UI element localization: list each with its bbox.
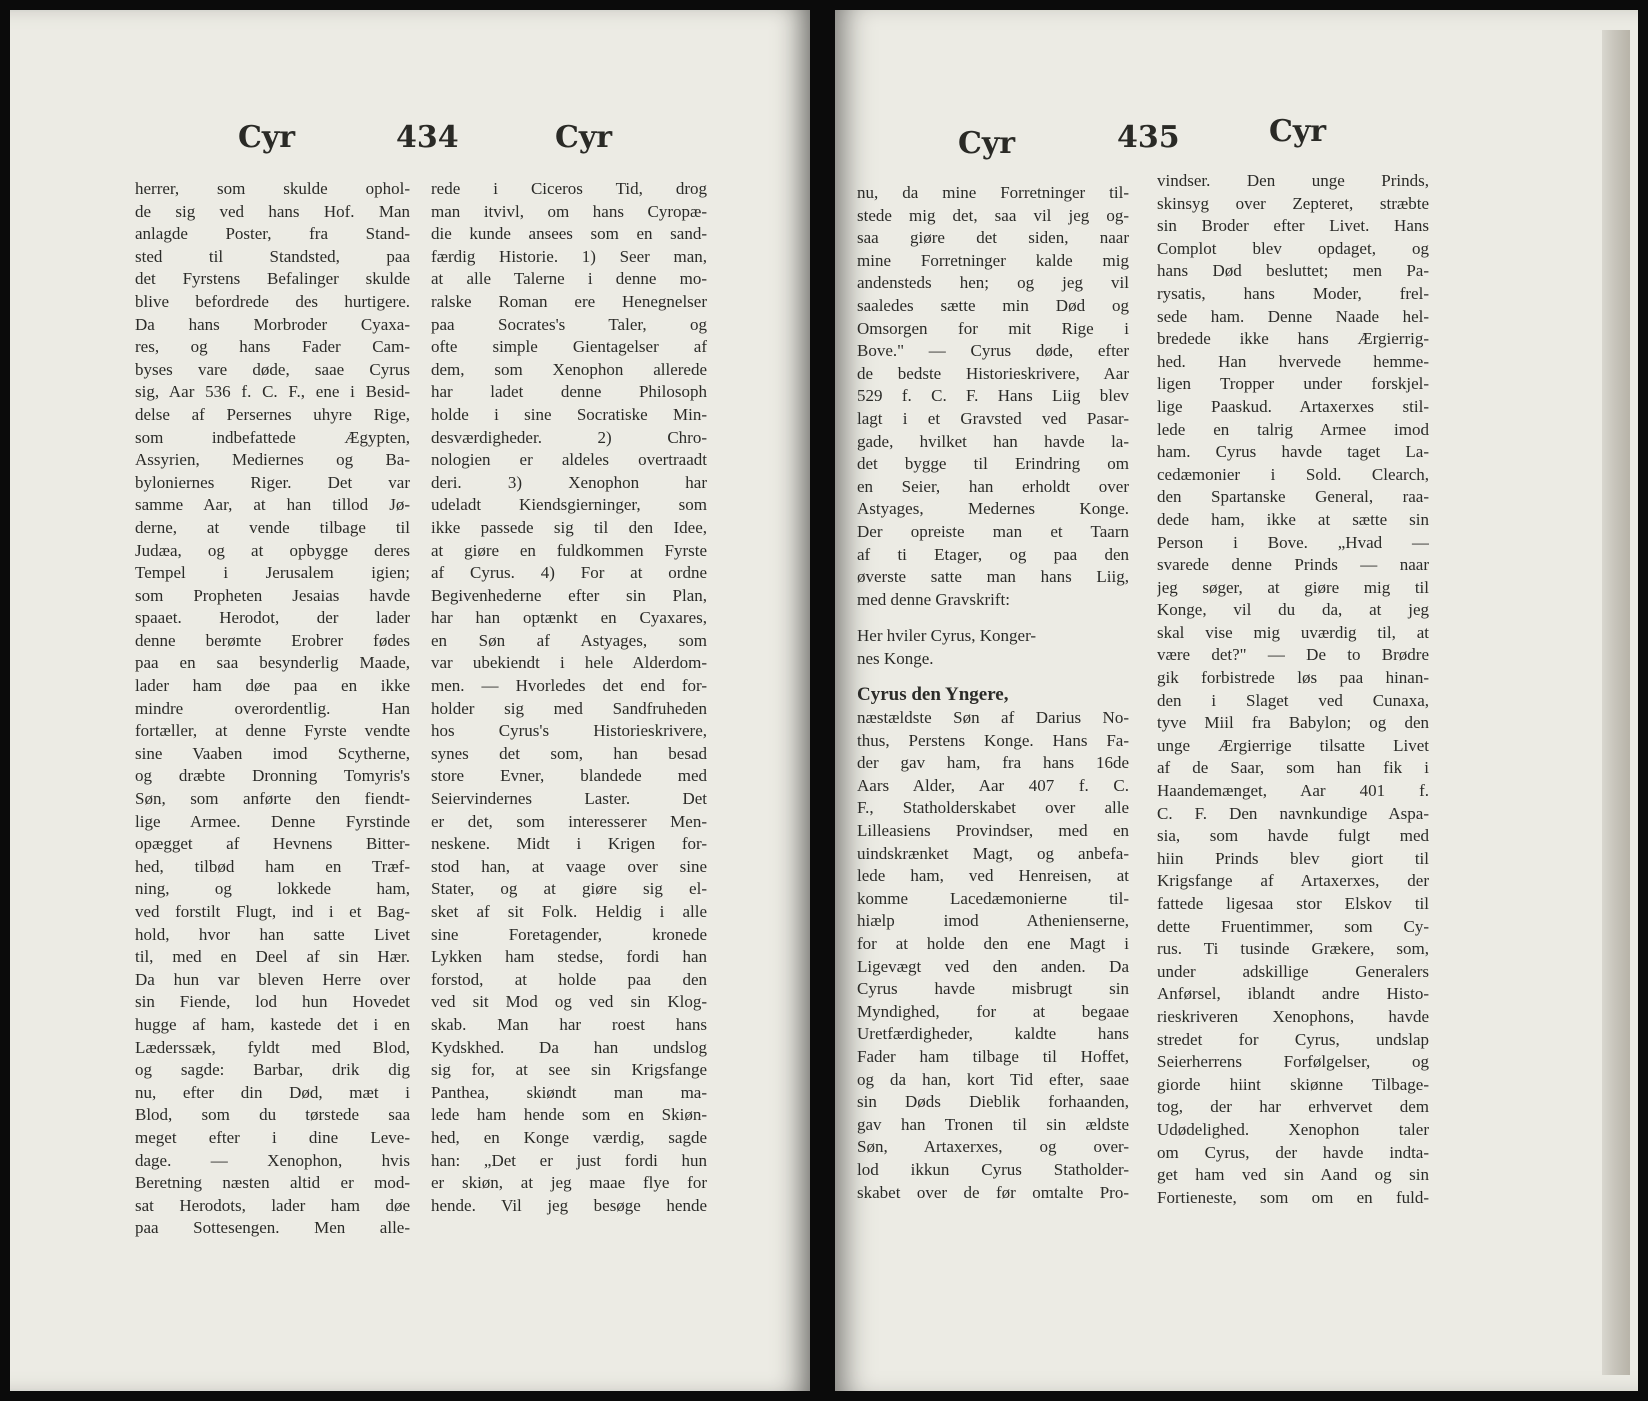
text-line: lede en talrig Armee imod [1157, 419, 1429, 439]
text-line: mine Forretninger kalde mig [857, 250, 1129, 270]
text-line: ligen Tropper under forskjel- [1157, 374, 1429, 394]
text-line: paa en saa besynderlig Maade, [135, 653, 410, 673]
text-line: sin Broder efter Livet. Hans [1157, 216, 1429, 236]
entry-heading: Cyrus den Yngere, [857, 684, 1009, 706]
text-line: Cyrus havde misbrugt sin [857, 979, 1129, 999]
text-line: Søn, som anførte den fiendt- [135, 789, 410, 809]
text-line: ralske Roman ere Henegnelser [431, 291, 707, 311]
text-line: nu, da mine Forretninger til- [857, 183, 1129, 202]
text-line: Fortieneste, som om en fuld- [1157, 1187, 1429, 1207]
text-line: Stater, og at giøre sig el- [431, 879, 707, 899]
text-line: Kydskhed. Da han undslog [431, 1037, 707, 1057]
text-line: hed, en Konge værdig, sagde [431, 1127, 707, 1147]
right-running-head [835, 114, 1638, 170]
text-line: nu, efter din Død, mæt i [135, 1082, 410, 1102]
text-line: sat Herodots, lader ham døe [135, 1195, 410, 1215]
text-line: denne berømte Erobrer fødes [135, 630, 410, 650]
text-line: at giøre en fuldkommen Fyrste [431, 540, 707, 560]
text-line: Person i Bove. „Hvad — [1157, 532, 1429, 552]
left-head-word-left: Cyr [238, 120, 296, 155]
text-line: jeg søger, at giøre mig til [1157, 577, 1429, 597]
text-line: stede mig det, saa vil jeg og- [857, 205, 1129, 225]
text-line: samme Aar, at han tillod Jø- [135, 495, 410, 515]
text-line: være det?" — De to Brødre [1157, 645, 1429, 665]
text-line: saa giøre det siden, naar [857, 228, 1129, 248]
text-line: stredet for Cyrus, undslap [1157, 1029, 1429, 1049]
text-line: for at holde den ene Magt i [857, 934, 1129, 953]
text-line: og sagde: Barbar, drik dig [135, 1060, 410, 1080]
text-line: lader ham døe paa en ikke [135, 676, 410, 696]
text-line: Da hans Morbroder Cyaxa- [135, 314, 410, 334]
text-line: og dræbte Dronning Tomyris's [135, 766, 410, 786]
text-line: delse af Persernes uhyre Rige, [135, 404, 410, 424]
text-line: lige Armee. Denne Fyrstinde [135, 811, 410, 831]
text-line: anlagde Poster, fra Stand- [135, 224, 410, 244]
text-line: dette Fruentimmer, som Cy- [1157, 916, 1429, 936]
text-line: byses vare døde, saae Cyrus [135, 359, 410, 379]
text-line: en Seier, han erholdt over [857, 476, 1129, 496]
text-line: Krigsfange af Artaxerxes, der [1157, 871, 1429, 891]
left-page-number: 434 [396, 120, 459, 155]
text-line: Da hun var bleven Herre over [135, 969, 410, 989]
text-line: har han optænkt en Cyaxares, [431, 608, 707, 628]
text-line: Assyrien, Mediernes og Ba- [135, 450, 410, 470]
text-line: sig for, at see sin Krigsfange [431, 1060, 707, 1080]
text-line: af de Saar, som han fik i [1157, 758, 1429, 778]
text-line: tog, der har erhvervet dem [1157, 1097, 1429, 1117]
text-line: meget efter i dine Leve- [135, 1127, 410, 1147]
text-line: sede ham. Denne Naade hel- [1157, 306, 1429, 326]
text-line: sket af sit Folk. Heldig i alle [431, 902, 707, 921]
text-line: sin Fiende, lod hun Hovedet [135, 992, 410, 1012]
text-line: hugge af ham, kastede det i en [135, 1014, 410, 1034]
paragraph-gap [857, 670, 1129, 684]
text-line: bredede ikke hans Ærgierrig- [1157, 329, 1429, 349]
text-line: sine Foretagender, kronede [431, 924, 707, 944]
epitaph-line: nes Konge. [857, 648, 934, 668]
text-line: lede ham hende som en Skiøn- [431, 1105, 707, 1125]
text-line: 529 f. C. F. Hans Liig blev [857, 386, 1129, 406]
text-line: Der opreiste man et Taarn [857, 521, 1129, 541]
text-line: neskene. Midt i Krigen for- [431, 834, 707, 854]
text-line: udeladt Kiendsgierninger, som [431, 495, 707, 515]
text-line: Begivenhederne efter sin Plan, [431, 585, 707, 605]
text-line: den Spartanske General, raa- [1157, 487, 1429, 507]
text-line: lede ham, ved Henreisen, at [857, 866, 1129, 886]
text-line: hans Død besluttet; men Pa- [1157, 261, 1429, 281]
text-line: blive befordrede des hurtigere. [135, 291, 410, 311]
text-line: gade, hvilket han havde la- [857, 431, 1129, 451]
text-line: Anførsel, iblandt andre Histo- [1157, 984, 1429, 1004]
text-line: Haandemænget, Aar 401 f. [1157, 781, 1429, 801]
text-line: ofte simple Gientagelser af [431, 337, 707, 357]
text-line: Panthea, skiøndt man ma- [431, 1082, 707, 1102]
text-line: komme Lacedæmonierne til- [857, 888, 1129, 908]
text-line: under adskillige Generalers [1157, 961, 1429, 981]
text-line: sig, Aar 536 f. C. F., ene i Besid- [135, 382, 410, 402]
book-fore-edge [1602, 30, 1630, 1375]
text-line: hed. Han hvervede hemme- [1157, 351, 1429, 371]
text-line: de bedste Historieskrivere, Aar [857, 363, 1129, 383]
text-line: paa Sottesengen. Men alle- [135, 1218, 410, 1238]
text-line: Læderssæk, fyldt med Blod, [135, 1037, 410, 1057]
left-page [10, 10, 810, 1391]
text-line: man itvivl, om hans Cyropæ- [431, 201, 707, 221]
text-line: om Cyrus, der havde indta- [1157, 1142, 1429, 1162]
text-line: som Propheten Jesaias havde [135, 585, 410, 605]
text-line: var ubekiendt i hele Alderdom- [431, 653, 707, 673]
text-line: unge Ærgierrige tilsatte Livet [1157, 735, 1429, 755]
text-line: opægget af Hevnens Bitter- [135, 834, 410, 854]
text-line: at alle Talerne i denne mo- [431, 269, 707, 289]
text-line: sia, som havde fulgt med [1157, 826, 1429, 846]
text-line: det Fyrstens Befalinger skulde [135, 269, 410, 289]
text-line: ham. Cyrus havde taget La- [1157, 442, 1429, 462]
left-running-head [10, 120, 810, 170]
left-column-1 [135, 178, 410, 1240]
text-line: Astyages, Medernes Konge. [857, 499, 1129, 519]
right-head-word-left: Cyr [958, 126, 1016, 161]
text-line: Blod, som du tørstede saa [135, 1105, 410, 1125]
text-line: Myndighed, for at begaae [857, 1001, 1129, 1021]
text-line: fortæller, at denne Fyrste vendte [135, 721, 410, 741]
left-column-2 [431, 178, 707, 1217]
text-line: dage. — Xenophon, hvis [135, 1150, 410, 1170]
text-line: af Cyrus. 4) For at ordne [431, 563, 707, 583]
text-line: rus. Ti tusinde Grækere, som, [1157, 939, 1429, 959]
text-line: Lykken ham stedse, fordi han [431, 947, 707, 967]
text-line: Aars Alder, Aar 407 f. C. [857, 775, 1129, 795]
text-line: byloniernes Riger. Det var [135, 472, 410, 492]
text-line: til, med en Deel af sin Hær. [135, 947, 410, 967]
text-line: han: „Det er just fordi hun [431, 1150, 707, 1170]
text-line: holder sig med Sandfruheden [431, 698, 707, 718]
text-line: den i Slaget ved Cunaxa, [1157, 690, 1429, 710]
text-line: lod ikkun Cyrus Statholder- [857, 1159, 1129, 1179]
text-line: Judæa, og at opbygge deres [135, 540, 410, 560]
text-line: skab. Man har roest hans [431, 1014, 707, 1034]
text-line: get ham ved sin Aand og sin [1157, 1165, 1429, 1185]
text-line: ved forstilt Flugt, ind i et Bag- [135, 902, 410, 921]
text-line: derne, at vende tilbage til [135, 517, 410, 537]
text-line: og da han, kort Tid efter, saae [857, 1069, 1129, 1089]
text-line: thus, Perstens Konge. Hans Fa- [857, 730, 1129, 750]
text-line: ved sit Mod og ved sin Klog- [431, 992, 707, 1012]
text-line: er det, som interesserer Men- [431, 811, 707, 831]
text-line: hende. Vil jeg besøge hende [431, 1195, 707, 1215]
text-line: skabet over de før omtalte Pro- [857, 1182, 1129, 1202]
text-line: dede ham, ikke at sætte sin [1157, 509, 1429, 529]
epitaph-line: Her hviler Cyrus, Konger- [857, 626, 1037, 646]
paragraph-gap [857, 611, 1129, 625]
text-line: Søn, Artaxerxes, og over- [857, 1137, 1129, 1157]
text-line: skal vise mig uværdig til, at [1157, 622, 1429, 642]
text-line: øverste satte man hans Liig, [857, 567, 1129, 587]
right-column-2 [1157, 170, 1429, 1209]
text-line: med denne Gravskrift: [857, 589, 1010, 609]
text-line: rede i Ciceros Tid, drog [431, 179, 707, 198]
text-line: Ligevægt ved den anden. Da [857, 956, 1129, 976]
text-line: sted til Standsted, paa [135, 246, 410, 266]
text-line: tyve Miil fra Babylon; og den [1157, 713, 1429, 733]
text-line: Tempel i Jerusalem igien; [135, 563, 410, 583]
text-line: Complot blev opdaget, og [1157, 238, 1429, 258]
text-line: lige Paaskud. Artaxerxes stil- [1157, 396, 1429, 416]
text-line: af ti Etager, og paa den [857, 544, 1129, 564]
text-line: Omsorgen for mit Rige i [857, 318, 1129, 338]
text-line: dem, som Xenophon allerede [431, 359, 707, 379]
text-line: mindre overordentlig. Han [135, 698, 410, 718]
text-line: C. F. Den navnkundige Aspa- [1157, 803, 1429, 823]
text-line: store Evner, blandede med [431, 766, 707, 786]
text-line: deri. 3) Xenophon har [431, 472, 707, 492]
text-line: sine Vaaben imod Scytherne, [135, 743, 410, 763]
text-line: paa Socrates's Taler, og [431, 314, 707, 334]
text-line: en Søn af Astyages, som [431, 630, 707, 650]
text-line: har ladet denne Philosoph [431, 382, 707, 402]
text-line: Fader ham tilbage til Hoffet, [857, 1046, 1129, 1066]
text-line: men. — Hvorledes det end for- [431, 676, 707, 696]
right-page [835, 10, 1638, 1391]
text-line: hed, tilbød ham en Træf- [135, 856, 410, 876]
text-line: cedæmonier i Sold. Clearch, [1157, 464, 1429, 484]
text-line: synes det som, han besad [431, 743, 707, 763]
text-line: der gav ham, fra hans 16de [857, 753, 1129, 773]
text-line: sin Døds Dieblik forhaanden, [857, 1092, 1129, 1112]
left-head-word-right: Cyr [555, 120, 613, 155]
text-line: spaaet. Herodot, der lader [135, 608, 410, 628]
text-line: Seiervindernes Laster. Det [431, 789, 707, 809]
text-line: ning, og lokkede ham, [135, 879, 410, 899]
text-line: nologien er aldeles overtraadt [431, 450, 707, 470]
text-line: holde i sine Socratiske Min- [431, 404, 707, 424]
text-line: Lilleasiens Provindser, med en [857, 821, 1129, 841]
text-line: Seierherrens Forfølgelser, og [1157, 1052, 1429, 1072]
text-line: desværdigheder. 2) Chro- [431, 427, 707, 447]
text-line: er skiøn, at jeg maae flye for [431, 1173, 707, 1193]
text-line: hold, hvor han satte Livet [135, 924, 410, 944]
text-line: andensteds hen; og jeg vil [857, 273, 1129, 293]
text-line: Beretning næsten altid er mod- [135, 1173, 410, 1193]
text-line: skinsyg over Zepteret, stræbte [1157, 193, 1429, 213]
text-line: Bove." — Cyrus døde, efter [857, 341, 1129, 361]
right-head-word-right: Cyr [1269, 114, 1327, 149]
text-line: de sig ved hans Hof. Man [135, 201, 410, 221]
text-line: F., Statholderskabet over alle [857, 798, 1129, 818]
text-line: res, og hans Fader Cam- [135, 337, 410, 357]
text-line: rysatis, hans Moder, frel- [1157, 283, 1429, 303]
text-line: ikke passede sig til den Idee, [431, 517, 707, 537]
text-line: saaledes sætte min Død og [857, 295, 1129, 315]
right-column-1 [857, 182, 1129, 1204]
text-line: giorde hiint skiønne Tilbage- [1157, 1074, 1429, 1094]
text-line: gav han Tronen til sin ældste [857, 1114, 1129, 1134]
text-line: næstældste Søn af Darius No- [857, 708, 1129, 728]
text-line: fattede ligesaa stor Elskov til [1157, 894, 1429, 913]
text-line: forstod, at holde paa den [431, 969, 707, 989]
text-line: stod han, at vaage over sine [431, 856, 707, 876]
text-line: det bygge til Erindring om [857, 454, 1129, 474]
text-line: som indbefattede Ægypten, [135, 427, 410, 447]
text-line: Udødelighed. Xenophon taler [1157, 1119, 1429, 1139]
text-line: rieskriveren Xenophons, havde [1157, 1006, 1429, 1026]
text-line: die kunde ansees som en sand- [431, 224, 707, 244]
text-line: hos Cyrus's Historieskrivere, [431, 721, 707, 741]
text-line: vindser. Den unge Prinds, [1157, 171, 1429, 190]
right-page-number: 435 [1117, 120, 1180, 155]
text-line: hiin Prinds blev giort til [1157, 848, 1429, 868]
text-line: Konge, vil du da, at jeg [1157, 600, 1429, 620]
text-line: svarede denne Prinds — naar [1157, 555, 1429, 575]
text-line: hiælp imod Athenienserne, [857, 911, 1129, 931]
text-line: lagt i et Gravsted ved Pasar- [857, 408, 1129, 428]
text-line: uindskrænket Magt, og anbefa- [857, 843, 1129, 863]
text-line: Uretfærdigheder, kaldte hans [857, 1024, 1129, 1044]
text-line: færdig Historie. 1) Seer man, [431, 246, 707, 266]
text-line: gik forbistrede løs paa hinan- [1157, 668, 1429, 688]
text-line: herrer, som skulde ophol- [135, 179, 410, 198]
